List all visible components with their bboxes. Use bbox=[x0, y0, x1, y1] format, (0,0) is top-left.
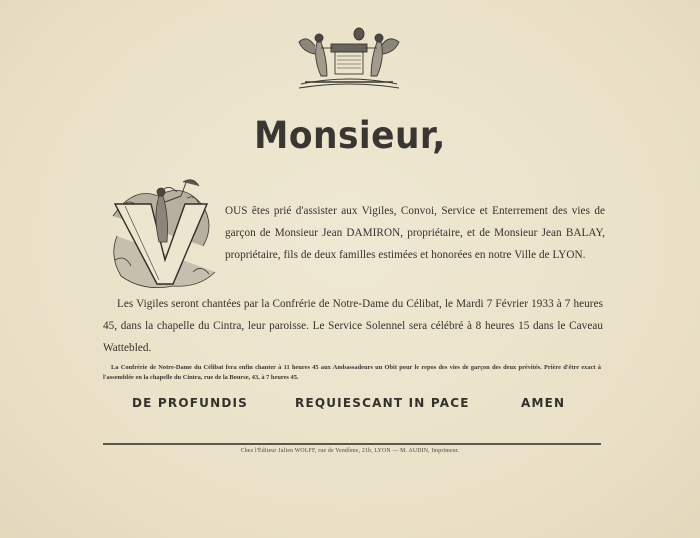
closing-requiescant: REQUIESCANT IN PACE bbox=[295, 396, 470, 410]
angels-tomb-icon bbox=[293, 24, 405, 94]
vigils-paragraph: Les Vigiles seront chantées par la Confrérie de Notre-Dame du Célibat, le Mardi 7 Février 1933 à 7 heures 45, dans la chapelle du Cintra, leur paroisse. Le Service Solennel sera célébré à 8 heures 15 dans le Caveau Wattebled. bbox=[103, 298, 603, 354]
page-title: Monsieur, bbox=[254, 114, 446, 157]
footer-divider bbox=[103, 443, 601, 445]
closing-de-profundis: DE PROFUNDIS bbox=[132, 396, 249, 410]
ornamental-letter-v-icon bbox=[103, 176, 223, 296]
closing-amen: AMEN bbox=[521, 396, 566, 410]
confraternity-note: La Confrérie de Notre-Dame du Célibat fera enfin chanter à 11 heures 45 aux Ambassadeurs un Obit pour le repos des vies de garçon des deux prévités. Prière d'être exact à l'assemblée en la chapelle du Cintra, rue de la Bourse, 43, à 7 heures 45. bbox=[103, 364, 601, 381]
invitation-paragraph: OUS êtes prié d'assister aux Vigiles, Convoi, Service et Enterrement des vies de garçon de Monsieur Jean DAMIRON, propriétaire, et de Monsieur Jean BALAY, propriétaire, fils de deux familles estimées et honorées en notre Ville de LYON. bbox=[225, 205, 605, 261]
printer-footer: Chez l'Éditeur Julien WOLFF, rue de Vendôme, 21b, LYON — M. AUDIN, Imprimeur. bbox=[240, 448, 460, 454]
